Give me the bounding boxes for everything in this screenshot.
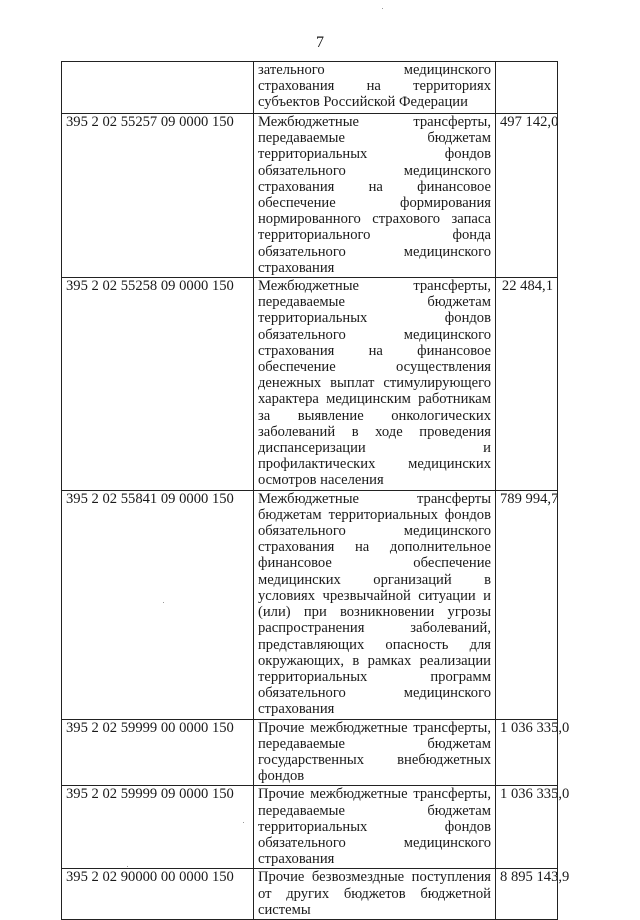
amount-cell bbox=[496, 62, 558, 114]
page-number: 7 bbox=[316, 34, 324, 51]
amount-cell: 1 036 335,0 bbox=[496, 719, 558, 786]
budget-revenue-table bbox=[61, 61, 570, 920]
description-cell: Прочие межбюджетные трансферты, передаваемые бюджетам государственных внебюджетных фондов bbox=[254, 719, 496, 786]
description-cell: Межбюджетные трансферты, передаваемые бюджетам территориальных фондов обязательного медицинского страхования на финансовое обеспечение осуществления денежных выплат стимулирующего характера медицинским работникам за выявление онкологических заболеваний в ходе проведения диспансеризации и профилактических медицинских осмотров населения bbox=[254, 278, 496, 491]
table-row bbox=[62, 278, 558, 491]
amount-cell: 497 142,0 bbox=[496, 114, 558, 278]
description-cell: Прочие межбюджетные трансферты, передаваемые бюджетам территориальных фондов обязательного медицинского страхования bbox=[254, 786, 496, 869]
description-cell: Прочие безвозмездные поступления от других бюджетов бюджетной системы bbox=[254, 869, 496, 920]
budget-code-cell: 395 2 02 55258 09 0000 150 bbox=[62, 278, 254, 491]
amount-cell: 1 036 335,0 bbox=[496, 786, 558, 869]
description-cell: Межбюджетные трансферты бюджетам территориальных фондов обязательного медицинского страхования на дополнительное финансовое обеспечение медицинских организаций в условиях чрезвычайной ситуации и (или) при возникновении угрозы распространения заболеваний, представляющих опасность для окружающих, в рамках реализации территориальных программ обязательного медицинского страхования bbox=[254, 490, 496, 719]
budget-code-cell: 395 2 02 55841 09 0000 150 bbox=[62, 490, 254, 719]
budget-code-cell: 395 2 02 59999 09 0000 150 bbox=[62, 786, 254, 869]
scan-speck bbox=[243, 822, 244, 823]
table-row bbox=[62, 114, 558, 278]
amount-cell: 22 484,1 bbox=[496, 278, 558, 491]
description-cell: Межбюджетные трансферты, передаваемые бюджетам территориальных фондов обязательного медицинского страхования на финансовое обеспечение формирования нормированного страхового запаса территориального фонда обязательного медицинского страхования bbox=[254, 114, 496, 278]
description-cell: зательного медицинского страхования на территориях субъектов Российской Федерации bbox=[254, 62, 496, 114]
scan-speck bbox=[382, 8, 383, 9]
scan-speck bbox=[127, 866, 128, 867]
table-row bbox=[62, 719, 558, 786]
budget-code-cell bbox=[62, 62, 254, 114]
budget-code-cell: 395 2 02 55257 09 0000 150 bbox=[62, 114, 254, 278]
budget-code-cell: 395 2 02 90000 00 0000 150 bbox=[62, 869, 254, 920]
amount-cell: 789 994,7 bbox=[496, 490, 558, 719]
table-row bbox=[62, 490, 558, 719]
table-row bbox=[62, 869, 558, 920]
budget-code-cell: 395 2 02 59999 00 0000 150 bbox=[62, 719, 254, 786]
amount-cell: 8 895 143,9 bbox=[496, 869, 558, 920]
table-row bbox=[62, 786, 558, 869]
table-row bbox=[62, 62, 558, 114]
scan-speck bbox=[163, 602, 164, 603]
